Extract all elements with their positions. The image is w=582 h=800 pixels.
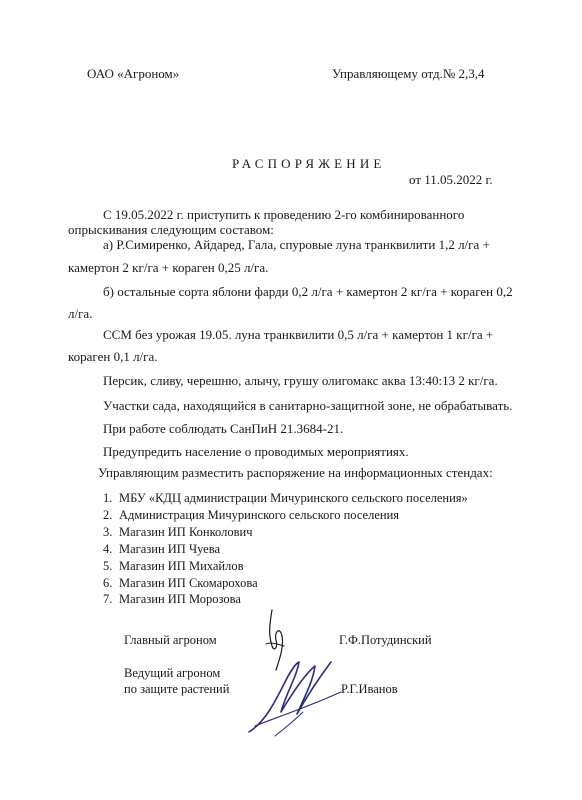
body-upravl: Управляющим разместить распоряжение на информационных стендах: [98,465,493,480]
list-item-text: Магазин ИП Скомарохова [119,576,258,590]
list-item-number: 5. [103,559,113,573]
list-item-text: Администрация Мичуринского сельского поселения [119,508,400,522]
lead-signature-icon [245,652,345,742]
list-item-number: 1. [103,491,113,505]
list-item [103,559,243,574]
list-item [103,491,468,506]
body-ccm-line2: кораген 0,1 л/га. [68,349,158,364]
list-item-number: 7. [103,592,113,606]
document-date: от 11.05.2022 г. [409,172,493,187]
body-uchastki: Участки сада, находящийся в санитарно-защитной зоне, не обрабатывать. [103,398,513,413]
list-item [103,508,399,523]
document-title: РАСПОРЯЖЕНИЕ [232,156,386,171]
body-b-line1: б) остальные сорта яблони фарди 0,2 л/га + камертон 2 кг/га + кораген 0,2 [103,284,513,299]
body-predupredit: Предупредить население о проводимых мероприятиях. [103,444,409,459]
body-p1-line2: опрыскивания следующим составом: [68,222,274,237]
body-p1-line1: С 19.05.2022 г. приступить к проведению 2-го комбинированного [103,207,465,222]
body-b-line2: л/га. [68,306,93,321]
lead-agronomist-title-line1: Ведущий агроном [124,666,221,680]
list-item [103,542,220,557]
body-ccm-line1: ССМ без урожая 19.05. луна транквилити 0,5 л/га + камертон 1 кг/га + [103,327,494,342]
list-item-number: 2. [103,508,113,522]
list-item-text: Магазин ИП Морозова [119,592,241,606]
body-a-line2: камертон 2 кг/га + кораген 0,25 л/га. [68,260,269,275]
list-item-text: МБУ «КДЦ администрации Мичуринского сельского поселения» [119,491,468,505]
body-persik: Персик, сливу, черешню, алычу, грушу олигомакс аква 13:40:13 2 кг/га. [103,373,498,388]
list-item-text: Магазин ИП Чуева [119,542,221,556]
body-a-line1: а) Р.Симиренко, Айдаред, Гала, спуровые луна транквилити 1,2 л/га + [103,237,490,252]
lead-agronomist-name: Р.Г.Иванов [341,682,398,696]
body-sanpin: При работе соблюдать СанПиН 21.3684-21. [103,421,344,436]
lead-agronomist-title-line2: по защите растений [124,682,230,696]
list-item [103,525,253,540]
chief-agronomist-title: Главный агроном [124,633,217,647]
list-item [103,592,241,607]
org-name: ОАО «Агроном» [87,66,180,81]
list-item-text: Магазин ИП Конколович [119,525,253,539]
chief-agronomist-name: Г.Ф.Потудинский [339,633,432,647]
list-item [103,576,258,591]
list-item-number: 6. [103,576,113,590]
list-item-text: Магазин ИП Михайлов [119,559,244,573]
list-item-number: 3. [103,525,113,539]
addressee: Управляющему отд.№ 2,3,4 [332,66,485,81]
list-item-number: 4. [103,542,113,556]
